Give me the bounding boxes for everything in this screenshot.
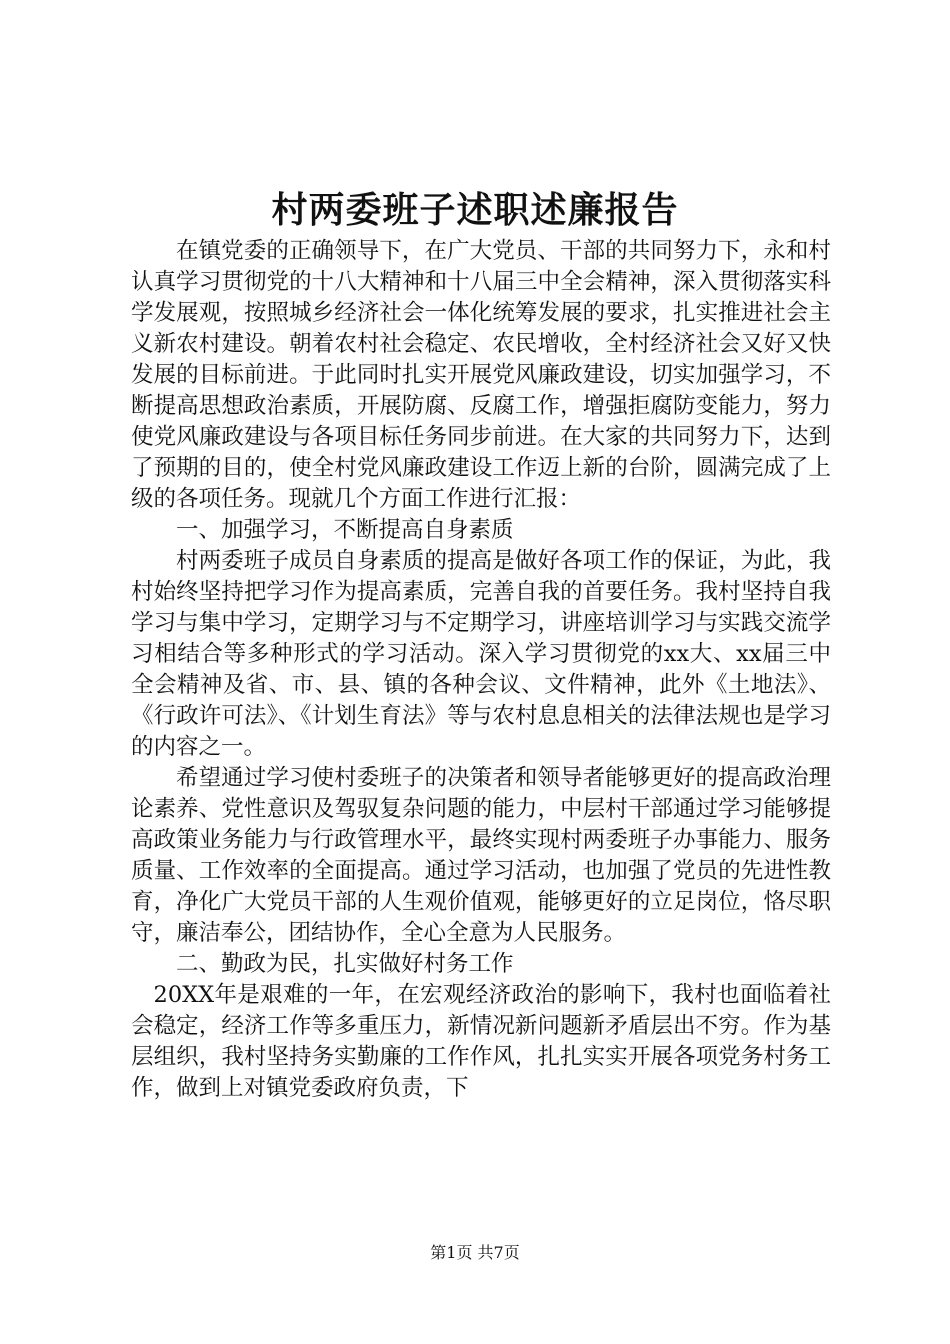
document-title: 村两委班子述职述廉报告	[271, 189, 679, 231]
section-heading-1: 一、加强学习，不断提高自身素质	[176, 517, 514, 543]
section-heading-2: 二、勤政为民，扎实做好村务工作	[176, 951, 514, 977]
page-number-footer: 第1页 共7页	[430, 1243, 520, 1262]
document-body	[131, 236, 831, 1104]
paragraph-intro: 在镇党委的正确领导下，在广大党员、干部的共同努力下，永和村认真学习贯彻党的十八大精神和十八届三中全会精神，深入贯彻落实科学发展观，按照城乡经济社会一体化统筹发展的要求，扎实推进社会主义新农村建设。朝着农村社会稳定、农民增收，全村经济社会又好又快发展的目标前进。于此同时扎实开展党风廉政建设，切实加强学习，不断提高思想政治素质，开展防腐、反腐工作，增强拒腐防变能力，努力使党风廉政建设与各项目标任务同步前进。在大家的共同努力下，达到了预期的目的，使全村党风廉政建设工作迈上新的台阶，圆满完成了上级的各项任务。现就几个方面工作进行汇报：	[131, 238, 831, 512]
paragraph-study: 村两委班子成员自身素质的提高是做好各项工作的保证，为此，我村始终坚持把学习作为提高素质，完善自我的首要任务。我村坚持自我学习与集中学习，定期学习与不定期学习，讲座培训学习与实践交流学习相结合等多种形式的学习活动。深入学习贯彻党的xx大、xx届三中全会精神及省、市、县、镇的各种会议、文件精神，此外《土地法》、《行政许可法》、《计划生育法》等与农村息息相关的法律法规也是学习的内容之一。	[131, 548, 831, 760]
paragraph-year: 20XX年是艰难的一年，在宏观经济政治的影响下，我村也面临着社会稳定，经济工作等多重压力，新情况新问题新矛盾层出不穷。作为基层组织，我村坚持务实勤廉的工作作风，扎扎实实开展各项党务村务工作，做到上对镇党委政府负责，下	[131, 982, 831, 1101]
paragraph-hope: 希望通过学习使村委班子的决策者和领导者能够更好的提高政治理论素养、党性意识及驾驭复杂问题的能力，中层村干部通过学习能够提高政策业务能力与行政管理水平，最终实现村两委班子办事能力、服务质量、工作效率的全面提高。通过学习活动，也加强了党员的先进性教育，净化广大党员干部的人生观价值观，能够更好的立足岗位，恪尽职守，廉洁奉公，团结协作，全心全意为人民服务。	[131, 765, 831, 946]
